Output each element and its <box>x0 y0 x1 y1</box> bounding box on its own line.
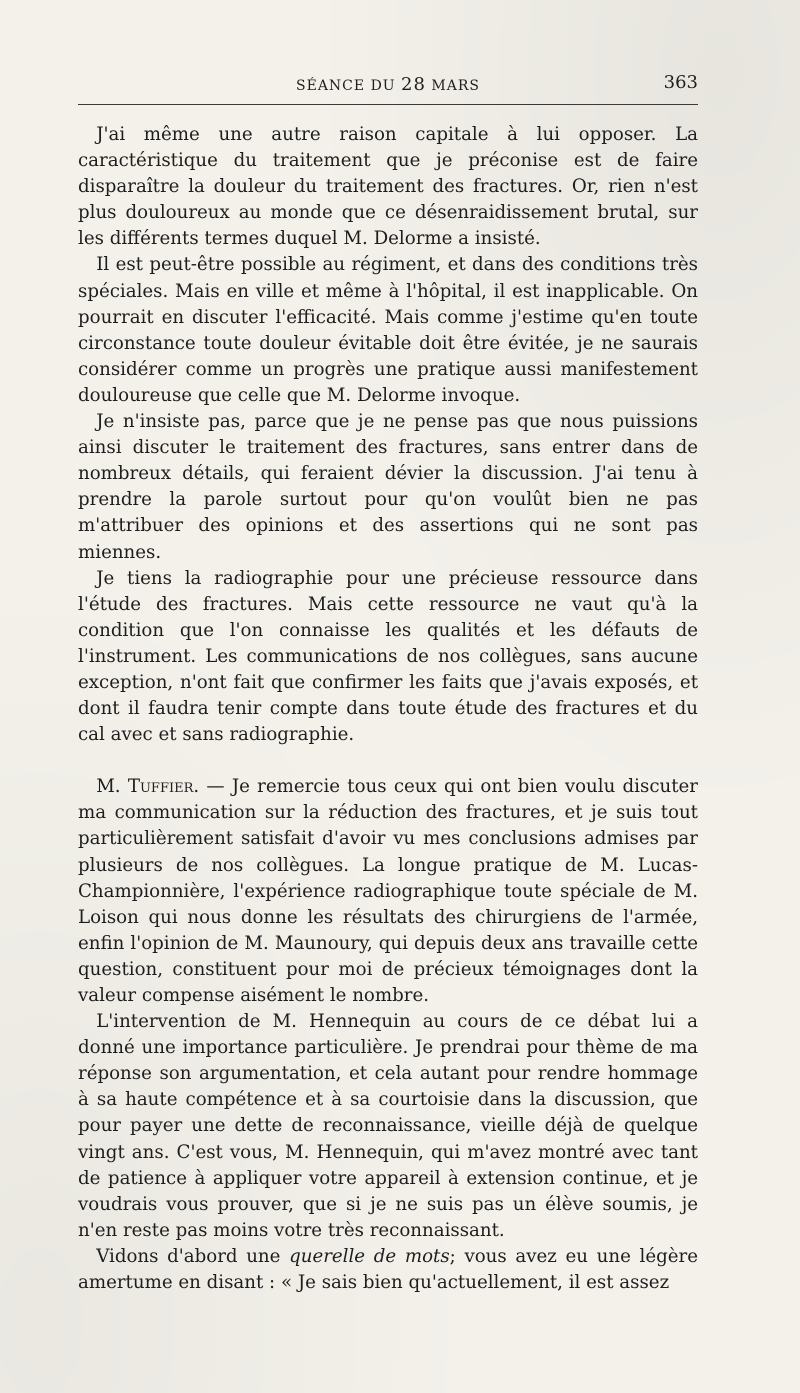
page-number: 363 <box>663 72 698 93</box>
header-title-suffix: MARS <box>425 78 480 94</box>
header-title-prefix: SÉANCE DU <box>296 78 402 94</box>
paragraph-4: Je tiens la radiographie pour une précieuse ressource dans l'étude des fractures. Mais cette ressource ne vaut qu'à la condition que l'on connaisse les qualités et les défauts de l'instrument. Les communications de nos collègues, sans aucune exception, n'ont fait que confirmer les faits que j'avais exposés, et dont il faudra tenir compte dans toute étude des fractures et du cal avec et sans radiographie. <box>78 567 698 746</box>
paragraph-7-text-after: ; vous avez eu une légère amertume en disant : « Je sais bien qu'actuellement, il est assez <box>78 1245 698 1294</box>
speaker-name: M. Tuffier. <box>96 776 200 798</box>
paragraph-7 <box>78 1244 698 1296</box>
paragraph-5-text: — Je remercie tous ceux qui ont bien voulu discuter ma communication sur la réduction des fractures, et je suis tout particulièrement satisfait d'avoir vu mes conclusions admises par plusieurs de nos collègues. La longue pratique de M. Lucas-Championnière, l'expérience radiographique toute spéciale de M. Loison qui nous donne les résultats des chirurgiens de l'armée, enfin l'opinion de M. Maunoury, qui depuis deux ans travaille cette question, constituent pour moi de précieux témoignages dont la valeur compense aisément le nombre. <box>78 776 698 1006</box>
paragraph-5 <box>78 774 698 1009</box>
header-title-day: 28 <box>401 74 426 95</box>
header-title <box>78 74 698 95</box>
body-text <box>78 122 698 1296</box>
paragraph-6: L'intervention de M. Hennequin au cours de ce débat lui a donné une importance particulière. Je prendrai pour thème de ma réponse son argumentation, et cela autant pour rendre hommage à sa haute compétence et à sa courtoisie dans la discussion, que pour payer une dette de reconnaissance, vieille déjà de quelque vingt ans. C'est vous, M. Hennequin, qui m'avez montré avec tant de patience à appliquer votre appareil à extension continue, et je voudrais vous prouver, que si je ne suis pas un élève soumis, je n'en reste pas moins votre très reconnaissant. <box>78 1011 698 1241</box>
paragraph-1: J'ai même une autre raison capitale à lui opposer. La caractéristique du traitement que je préconise est de faire disparaître la douleur du traitement des fractures. Or, rien n'est plus douloureux au monde que ce désenraidissement brutal, sur les différents termes duquel M. Delorme a insisté. <box>78 124 698 250</box>
paragraph-3: Je n'insiste pas, parce que je ne pense pas que nous puissions ainsi discuter le traitement des fractures, sans entrer dans de nombreux détails, qui feraient dévier la discussion. J'ai tenu à prendre la parole surtout pour qu'on voulût bien ne pas m'attribuer des opinions et des assertions qui ne sont pas miennes. <box>78 411 698 563</box>
paragraph-2: Il est peut-être possible au régiment, et dans des conditions très spéciales. Mais en ville et même à l'hôpital, il est inapplicable. On pourrait en discuter l'efficacité. Mais comme j'estime qu'en toute circonstance toute douleur évitable doit être évitée, je ne saurais considérer comme un progrès une pratique aussi manifestement douloureuse que celle que M. Delorme invoque. <box>78 254 698 406</box>
paragraph-7-text-before: Vidons d'abord une <box>96 1245 290 1267</box>
header-rule <box>78 104 698 105</box>
running-header <box>78 70 698 100</box>
paragraph-7-italic: querelle de mots <box>289 1245 450 1267</box>
